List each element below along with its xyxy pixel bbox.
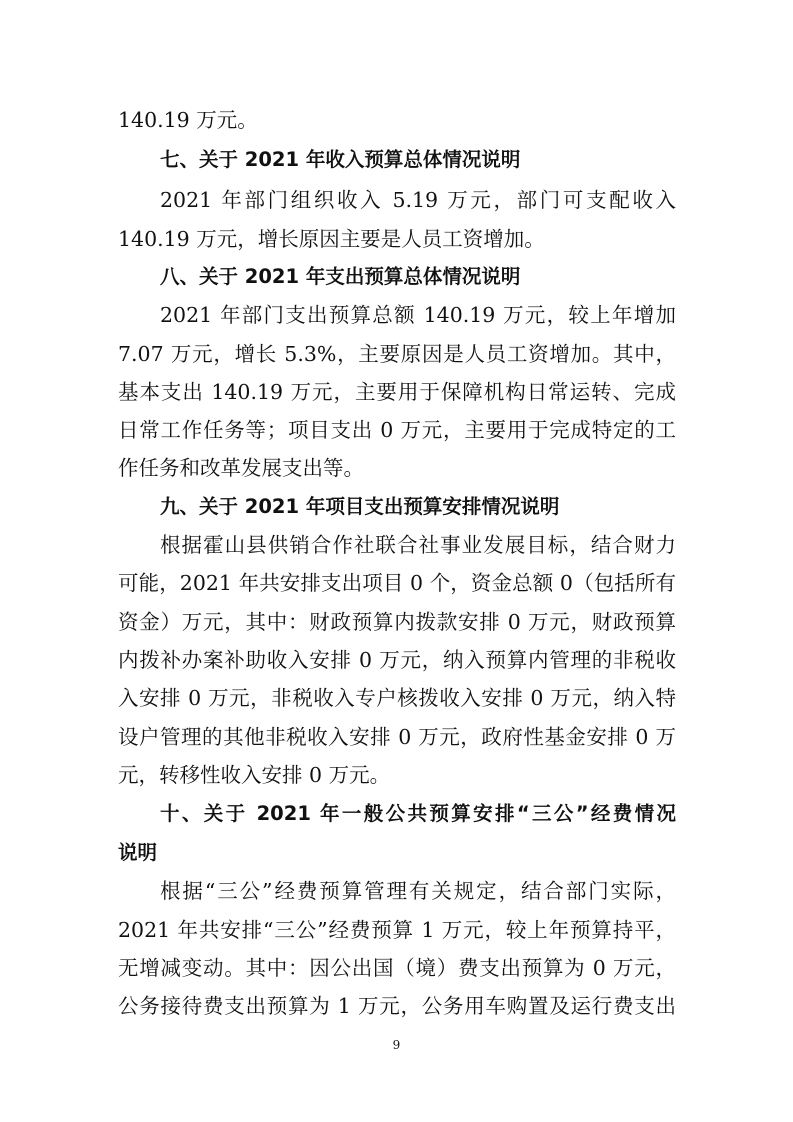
section-heading-10: 十、关于 2021 年一般公共预算安排“三公”经费情况 xyxy=(160,802,676,825)
body-text-line: 公务接待费支出预算为 1 万元，公务用车购置及运行费支出 xyxy=(118,994,676,1018)
body-text-line: 根据“三公”经费预算管理有关规定，结合部门实际， xyxy=(160,879,676,903)
body-text-line: 元，转移性收入安排 0 万元。 xyxy=(118,763,391,787)
body-text-line: 可能，2021 年共安排支出项目 0 个，资金总额 0（包括所有 xyxy=(118,571,676,595)
body-text-line: 7.07 万元，增长 5.3%，主要原因是人员工资增加。其中， xyxy=(118,342,676,366)
body-text-line: 设户管理的其他非税收入安排 0 万元，政府性基金安排 0 万 xyxy=(118,725,676,749)
body-text-line: 入安排 0 万元，非税收入专户核拨收入安排 0 万元，纳入特 xyxy=(118,686,676,710)
body-text-line: 资金）万元，其中：财政预算内拨款安排 0 万元，财政预算 xyxy=(118,610,676,634)
body-text-line: 基本支出 140.19 万元，主要用于保障机构日常运转、完成 xyxy=(118,380,676,404)
section-heading-9: 九、关于 2021 年项目支出预算安排情况说明 xyxy=(160,495,560,518)
body-text-line: 140.19 万元。 xyxy=(118,108,258,132)
section-heading-8: 八、关于 2021 年支出预算总体情况说明 xyxy=(160,265,521,288)
page-number: 9 xyxy=(392,1038,401,1052)
body-text-line: 2021 年部门支出预算总额 140.19 万元，较上年增加 xyxy=(160,303,676,327)
body-text-line: 140.19 万元，增长原因主要是人员工资增加。 xyxy=(118,227,545,251)
body-text-line: 根据霍山县供销合作社联合社事业发展目标，结合财力 xyxy=(160,533,676,557)
section-heading-10-continued: 说明 xyxy=(118,841,158,864)
body-text-line: 2021 年共安排“三公”经费预算 1 万元，较上年预算持平， xyxy=(118,918,676,942)
body-text-line: 日常工作任务等；项目支出 0 万元，主要用于完成特定的工 xyxy=(118,418,676,442)
body-text-line: 无增减变动。其中：因公出国（境）费支出预算为 0 万元， xyxy=(118,956,676,980)
body-text-line: 内拨补办案补助收入安排 0 万元，纳入预算内管理的非税收 xyxy=(118,648,676,672)
body-text-line: 作任务和改革发展支出等。 xyxy=(118,456,364,480)
section-heading-7: 七、关于 2021 年收入预算总体情况说明 xyxy=(160,148,521,171)
body-text-line: 2021 年部门组织收入 5.19 万元，部门可支配收入 xyxy=(160,188,676,212)
